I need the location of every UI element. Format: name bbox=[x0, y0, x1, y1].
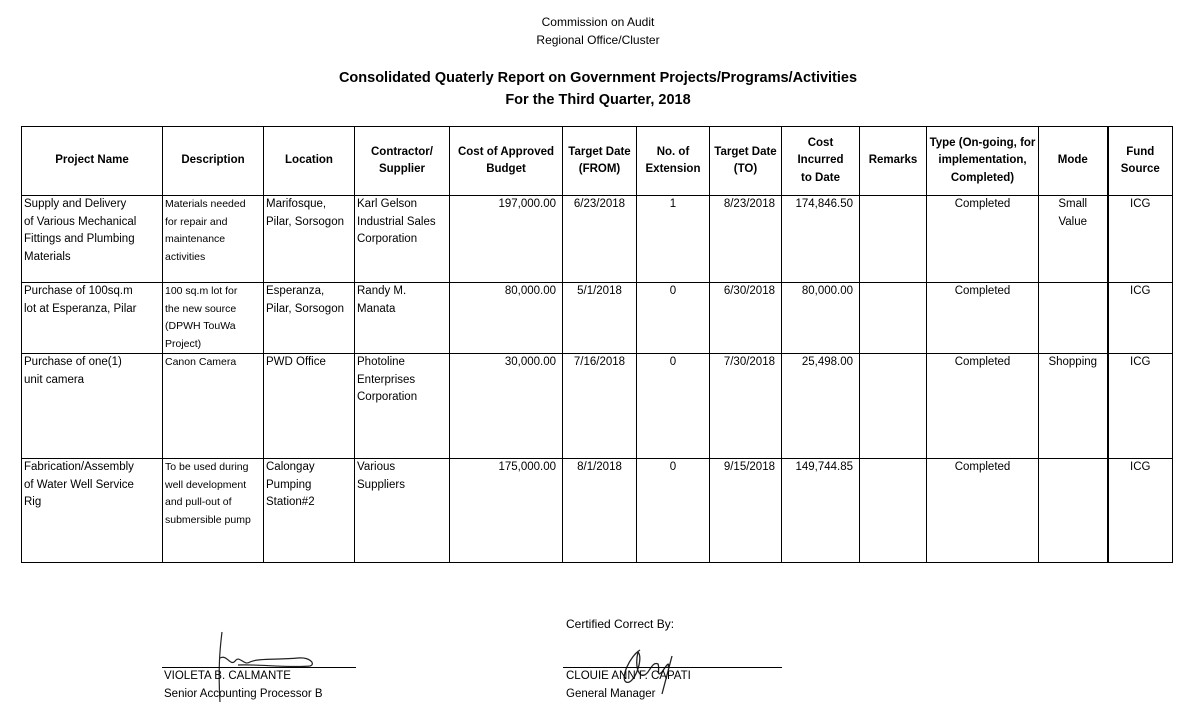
cell-description: Materials needed for repair and maintenance activities bbox=[163, 196, 264, 283]
col-header: No. of Extension bbox=[637, 127, 710, 196]
org-header bbox=[0, 13, 1196, 49]
cell-location: Marifosque, Pilar, Sorsogon bbox=[264, 196, 355, 283]
cell-mode: Small Value bbox=[1039, 196, 1108, 283]
cell-fund-source: ICG bbox=[1108, 354, 1173, 459]
cell-location: Calongay Pumping Station#2 bbox=[264, 459, 355, 563]
cell-date-to: 8/23/2018 bbox=[710, 196, 782, 283]
cell-project-name: Supply and Delivery of Various Mechanical Fittings and Plumbing Materials bbox=[22, 196, 163, 283]
col-header: Contractor/ Supplier bbox=[355, 127, 450, 196]
cell-location: Esperanza, Pilar, Sorsogon bbox=[264, 283, 355, 354]
org-name: Commission on Audit bbox=[541, 15, 655, 29]
col-header: Cost Incurred to Date bbox=[782, 127, 860, 196]
table-row bbox=[22, 196, 1173, 283]
cell-description: To be used during well development and pull-out of submersible pump bbox=[163, 459, 264, 563]
col-header: Location bbox=[264, 127, 355, 196]
cell-extensions: 0 bbox=[637, 283, 710, 354]
cell-mode bbox=[1039, 459, 1108, 563]
report-title-line2: For the Third Quarter, 2018 bbox=[505, 92, 691, 108]
cell-mode bbox=[1039, 283, 1108, 354]
cell-date-from: 5/1/2018 bbox=[563, 283, 637, 354]
cell-budget: 80,000.00 bbox=[450, 283, 563, 354]
cell-fund-source: ICG bbox=[1108, 196, 1173, 283]
cell-remarks bbox=[860, 354, 927, 459]
cell-type: Completed bbox=[927, 283, 1039, 354]
cell-mode: Shopping bbox=[1039, 354, 1108, 459]
cell-budget: 30,000.00 bbox=[450, 354, 563, 459]
cell-fund-source: ICG bbox=[1108, 283, 1173, 354]
cell-cost-incurred: 80,000.00 bbox=[782, 283, 860, 354]
col-header: Type (On-going, for implementation, Completed) bbox=[927, 127, 1039, 196]
cell-date-to: 9/15/2018 bbox=[710, 459, 782, 563]
cell-date-from: 8/1/2018 bbox=[563, 459, 637, 563]
cell-extensions: 0 bbox=[637, 354, 710, 459]
cell-contractor: Karl Gelson Industrial Sales Corporation bbox=[355, 196, 450, 283]
table-row bbox=[22, 354, 1173, 459]
cell-remarks bbox=[860, 196, 927, 283]
cell-fund-source: ICG bbox=[1108, 459, 1173, 563]
table-header-row bbox=[22, 127, 1173, 196]
cell-cost-incurred: 149,744.85 bbox=[782, 459, 860, 563]
cell-contractor: Randy M. Manata bbox=[355, 283, 450, 354]
col-header: Target Date (FROM) bbox=[563, 127, 637, 196]
table-row bbox=[22, 283, 1173, 354]
cell-cost-incurred: 25,498.00 bbox=[782, 354, 860, 459]
col-header: Description bbox=[163, 127, 264, 196]
cell-extensions: 1 bbox=[637, 196, 710, 283]
cell-project-name: Fabrication/Assembly of Water Well Service Rig bbox=[22, 459, 163, 563]
cell-extensions: 0 bbox=[637, 459, 710, 563]
cell-date-from: 6/23/2018 bbox=[563, 196, 637, 283]
signatory-2-name: CLOUIE ANN F. CAPATI bbox=[566, 670, 691, 682]
col-header: Fund Source bbox=[1108, 127, 1173, 196]
signatory-1 bbox=[164, 667, 323, 703]
cell-type: Completed bbox=[927, 196, 1039, 283]
cell-contractor: Photoline Enterprises Corporation bbox=[355, 354, 450, 459]
cell-date-from: 7/16/2018 bbox=[563, 354, 637, 459]
cell-budget: 197,000.00 bbox=[450, 196, 563, 283]
signatory-2-title: General Manager bbox=[566, 688, 656, 700]
report-title-line1: Consolidated Quaterly Report on Government Projects/Programs/Activities bbox=[338, 70, 858, 86]
cell-remarks bbox=[860, 459, 927, 563]
cell-type: Completed bbox=[927, 354, 1039, 459]
cell-date-to: 7/30/2018 bbox=[710, 354, 782, 459]
cell-project-name: Purchase of 100sq.m lot at Esperanza, Pilar bbox=[22, 283, 163, 354]
org-office: Regional Office/Cluster bbox=[536, 33, 660, 47]
cell-project-name: Purchase of one(1) unit camera bbox=[22, 354, 163, 459]
certified-correct-label: Certified Correct By: bbox=[566, 617, 675, 631]
cell-remarks bbox=[860, 283, 927, 354]
cell-description: 100 sq.m lot for the new source (DPWH TouWa Project) bbox=[163, 283, 264, 354]
signatory-2 bbox=[566, 667, 691, 703]
signatory-1-name: VIOLETA B. CALMANTE bbox=[164, 670, 291, 682]
col-header: Cost of Approved Budget bbox=[450, 127, 563, 196]
cell-type: Completed bbox=[927, 459, 1039, 563]
cell-cost-incurred: 174,846.50 bbox=[782, 196, 860, 283]
col-header: Project Name bbox=[22, 127, 163, 196]
table-row bbox=[22, 459, 1173, 563]
col-header: Mode bbox=[1039, 127, 1108, 196]
cell-contractor: Various Suppliers bbox=[355, 459, 450, 563]
col-header: Target Date (TO) bbox=[710, 127, 782, 196]
projects-table bbox=[21, 126, 1173, 563]
cell-date-to: 6/30/2018 bbox=[710, 283, 782, 354]
report-title bbox=[0, 67, 1196, 111]
cell-description: Canon Camera bbox=[163, 354, 264, 459]
signatory-1-title: Senior Accounting Processor B bbox=[164, 688, 323, 700]
cell-budget: 175,000.00 bbox=[450, 459, 563, 563]
col-header: Remarks bbox=[860, 127, 927, 196]
cell-location: PWD Office bbox=[264, 354, 355, 459]
